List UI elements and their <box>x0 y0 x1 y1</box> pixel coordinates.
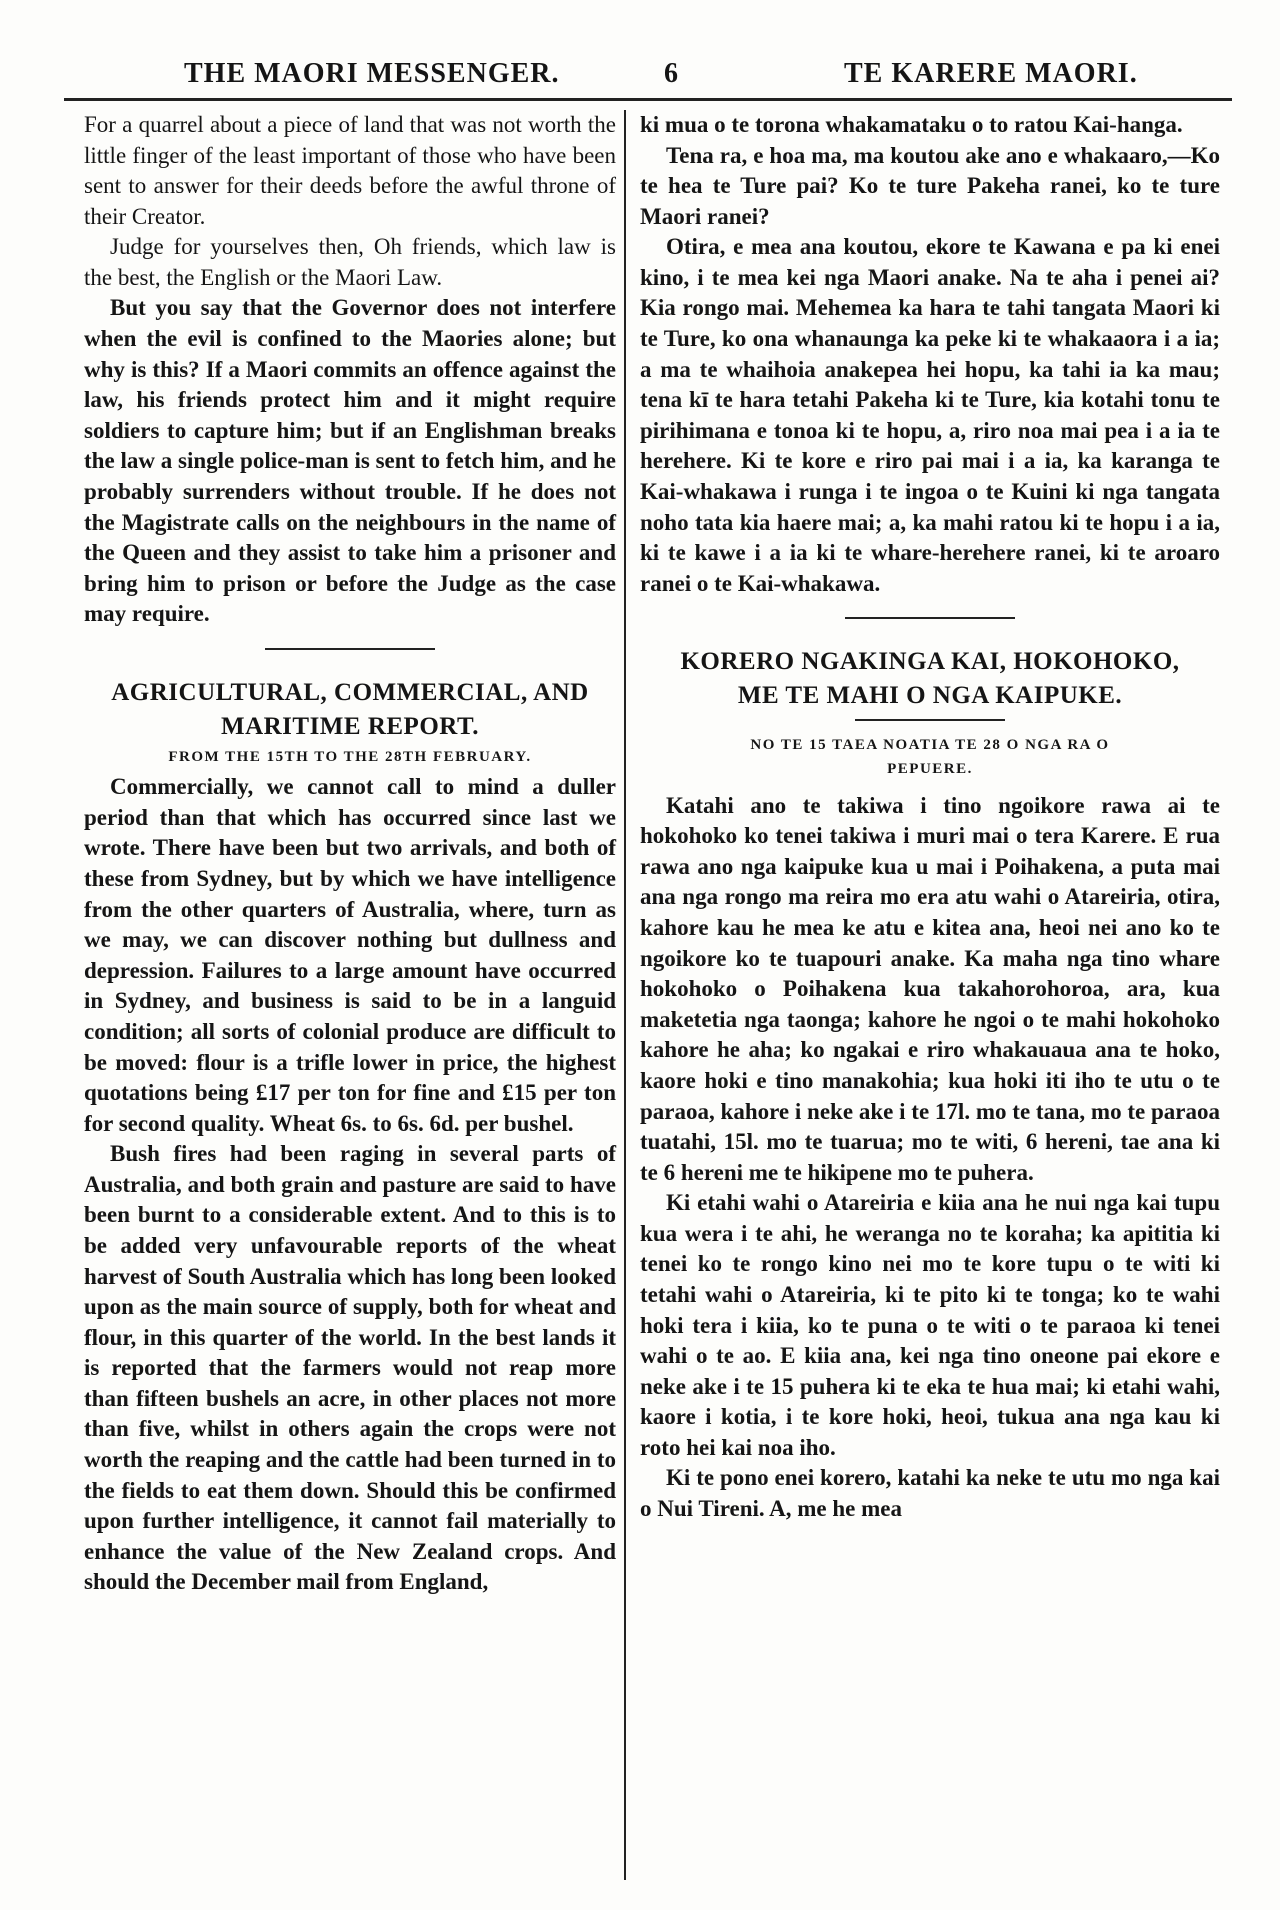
english-paragraph-1: For a quarrel about a piece of land that was not worth the little finger of the least important of those who have been sent to answer for their deeds before the awful throne of their Creator. <box>84 112 616 229</box>
section-title-rule <box>855 719 1005 721</box>
maori-paragraph-4: Katahi ano te takiwa i tino ngoikore rawa ai te hokohoko ko tenei takiwa i muri mai o tera Karere. E rua rawa ano nga kaipuke kua u mai i Poihakena, a puta mai ana nga rongo ma reira mo era atu wahi o Atareiria, otira, kahore kau he mea ke atu e kitea ana, heoi nei ano ko te ngoikore ko te tuapouri anake. Ka maha nga tino whare hokohoko o Poihakena kua takahorohoroa, ara, kua maketetia nga taonga; kahore he ngoi o te mahi hokohoko kahore he aha; ko ngakai e riro whakauaua ana te hoko, kaore hoki e tino manakohia; kua hoki iti iho te utu o te paraoa, kahore i neke ake i te 17l. mo te tana, mo te paraoa tuatahi, 15l. mo te tuarua; mo te witi, 6 hereni, tae ana ki te 6 hereni me te hikipene mo te puhera. <box>640 792 1220 1185</box>
english-section-title-line-1: AGRICULTURAL, COMMERCIAL, AND <box>111 678 589 706</box>
maori-section-title <box>640 645 1220 713</box>
maori-paragraph-3: Otira, e mea ana koutou, ekore te Kawana e pa ki enei kino, i te mea kei nga Maori anake. Na te aha i penei ai? Kia rongo mai. Mehemea ka hara te tahi tangata Maori ki te Ture, ko ona whanaunga ka peke ki te whakaaora i a ia; a ma te whaihoia anakepea hei hopu, ka tahi ia ka mau; tena kī te hara tetahi Pakeha ki te Ture, kia kotahi tonu te pirihimana e tonoa ki te hopu, a, riro noa mai pea i a ia te herehere. Ki te kore e riro pai mai i a ia, ka karanga te Kai-whakawa i runga i te ingoa o te Kuini ki nga tangata noho tata kia haere mai; a, ka mahi ratou ki te hopu i a ia, ki te kawe i a ia ki te whare-herehere ranei, ki te aroaro ranei o te Kai-whakawa. <box>640 234 1220 596</box>
maori-section-dates <box>640 733 1220 781</box>
maori-section-title-line-2: ME TE MAHI O NGA KAIPUKE. <box>737 682 1123 709</box>
english-column <box>64 110 624 1880</box>
page-header <box>64 46 1232 102</box>
english-section-title-line-2: MARITIME REPORT. <box>220 712 480 740</box>
section-rule <box>845 617 1015 619</box>
maori-column <box>626 110 1226 1880</box>
header-rule <box>64 98 1232 101</box>
english-section-title <box>84 676 616 744</box>
english-paragraph-4: Commercially, we cannot call to mind a duller period than that which has occurred since last we wrote. There have been but two arrivals, and both of these from Sydney, but by which we have intelligence from the other quarters of Australia, where, turn as we may, we can discover nothing but dullness and depression. Failures to a large amount have occurred in Sydney, and business is said to be in a languid condition; all sorts of colonial produce are difficult to be moved: flour is a trifle lower in price, the highest quotations being £17 per ton for fine and £15 per ton for second quality. Wheat 6s. to 6s. 6d. per bushel. <box>84 774 616 1136</box>
english-paragraph-5: Bush fires had been raging in several parts of Australia, and both grain and pasture are said to have been burnt to a considerable extent. And to this is to be added very unfavourable reports of the wheat harvest of South Australia which has long been looked upon as the main source of supply, both for wheat and flour, in this quarter of the world. In the best lands it is reported that the farmers would not reap more than fifteen bushels an acre, in other places not more than five, whilst in others again the crops were not worth the reaping and the cattle had been turned in to the fields to eat them down. Should this be confirmed upon further intelligence, it cannot fail materially to enhance the value of the New Zealand crops. And should the December mail from England, <box>84 1141 616 1595</box>
maori-section-dates-line-1: NO TE 15 TAEA NOATIA TE 28 O NGA RA O <box>750 736 1110 753</box>
english-paragraph-3: But you say that the Governor does not interfere when the evil is confined to the Maories alone; but why is this? If a Maori commits an offence against the law, his friends protect him and it might require soldiers to capture him; but if an Englishman breaks the law a single police-man is sent to fetch him, and he probably surrenders without trouble. If he does not the Magistrate calls on the neighbours in the name of the Queen and they assist to take him a prisoner and bring him to prison or before the Judge as the case may require. <box>84 295 616 627</box>
maori-paragraph-5: Ki etahi wahi o Atareiria e kiia ana he nui nga kai tupu kua wera i te ahi, he weranga no te koraha; ka apititia ki tenei ko te rongo kino nei mo te kore tupu o te witi ki tetahi wahi o Atareiria, ki te pito ki te tonga; ko te wahi hoki tera i kiia, ko te puna o te witi o te paraoa ki tenei wahi o te ao. E kiia ana, kei nga tino oneone pai ekore e neke ake i te 15 puhera ki te eka te hua mai; ki etahi wahi, kaore i kotia, i te kore hoki, heoi, tukua ana nga kau ki roto hei kai noa iho. <box>640 1190 1220 1460</box>
page-number: 6 <box>664 58 679 89</box>
header-maori-title: TE KARERE MAORI. <box>844 58 1138 89</box>
maori-paragraph-2: Tena ra, e hoa ma, ma koutou ake ano e whakaaro,—Ko te hea te Ture pai? Ko te ture Pakeha ranei, ko te ture Maori ranei? <box>640 142 1220 229</box>
english-paragraph-2: Judge for yourselves then, Oh friends, which law is the best, the English or the Maori Law. <box>84 234 616 290</box>
maori-paragraph-6: Ki te pono enei korero, katahi ka neke te utu mo nga kai o Nui Tireni. A, me he mea <box>640 1465 1220 1522</box>
section-rule <box>265 648 435 650</box>
columns <box>64 110 1232 1880</box>
english-section-dates: FROM THE 15TH TO THE 28TH FEBRUARY. <box>168 749 532 766</box>
maori-section-title-line-1: KORERO NGAKINGA KAI, HOKOHOKO, <box>680 648 1180 676</box>
maori-paragraph-1: ki mua o te torona whakamataku o to ratou Kai-hanga. <box>640 112 1183 137</box>
header-english-title: THE MAORI MESSENGER. <box>184 58 560 89</box>
maori-section-dates-line-2: PEPUERE. <box>887 760 973 777</box>
